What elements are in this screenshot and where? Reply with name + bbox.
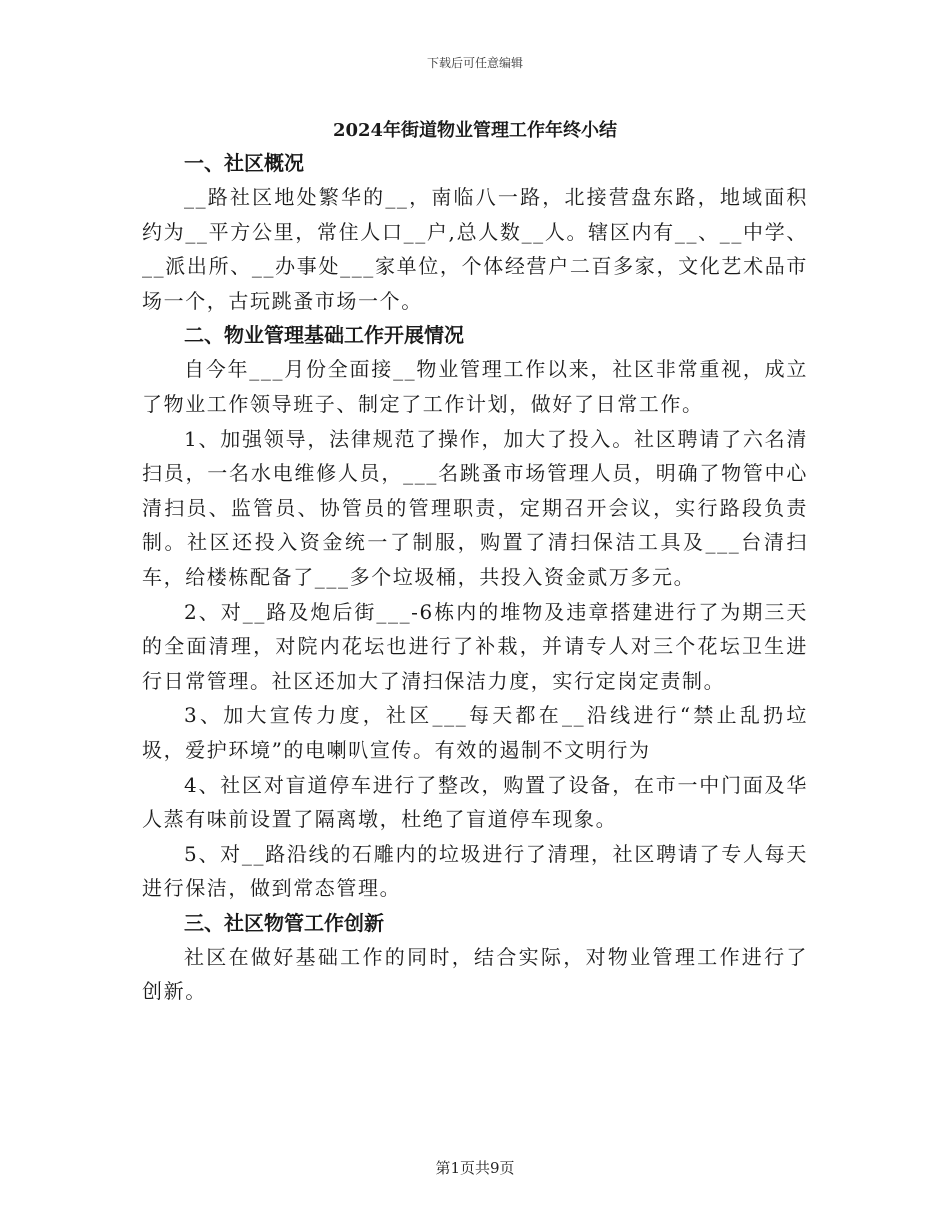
paragraph: 1、加强领导，法律规范了操作，加大了投入。社区聘请了六名清扫员，一名水电维修人员，___名跳蚤市场管理人员，明确了物管中心清扫员、监管员、协管员的管理职责，定期召开会议，实行路段负责制。社区还投入资金统一了制服，购置了清扫保洁工具及___台清扫车，给楼栋配备了___多个垃圾桶，共投入资金贰万多元。 (142, 426, 808, 589)
paragraph: 自今年___月份全面接__物业管理工作以来，社区非常重视，成立了物业工作领导班子、制定了工作计划，做好了日常工作。 (142, 357, 808, 416)
paragraph: 4、社区对盲道停车进行了整改，购置了设备，在市一中门面及华人蒸有味前设置了隔离墩，杜绝了盲道停车现象。 (142, 772, 808, 832)
paragraph: 社区在做好基础工作的同时，结合实际，对物业管理工作进行了创新。 (142, 944, 808, 1004)
section-heading: 三、社区物管工作创新 (184, 910, 384, 935)
paragraph: 5、对__路沿线的石雕内的垃圾进行了清理，社区聘请了专人每天进行保洁，做到常态管理。 (142, 841, 808, 901)
section-heading: 一、社区概况 (184, 151, 304, 175)
document-title: 2024年街道物业管理工作年终小结 (332, 120, 618, 141)
paragraph: __路社区地处繁华的__，南临八一路，北接营盘东路，地域面积约为__平方公里，常住人口__户,总人数__人。辖区内有__、__中学、__派出所、__办事处___家单位，个体经营户二百多家，文化艺术品市场一个，古玩跳蚤市场一个。 (142, 185, 808, 313)
page-footer: 第1页共9页 (435, 1159, 515, 1177)
paragraph: 3、加大宣传力度，社区___每天都在__沿线进行“禁止乱扔垃圾，爱护环境”的电喇叭宣传。有效的遏制不文明行为 (142, 703, 808, 762)
paragraph: 2、对__路及炮后街___-6栋内的堆物及违章搭建进行了为期三天的全面清理，对院内花坛也进行了补栽，并请专人对三个花坛卫生进行日常管理。社区还加大了清扫保洁力度，实行定岗定责制。 (142, 599, 808, 693)
document-body (142, 146, 808, 1009)
header-note: 下载后可任意编辑 (426, 56, 523, 70)
section-heading: 二、物业管理基础工作开展情况 (184, 323, 464, 348)
